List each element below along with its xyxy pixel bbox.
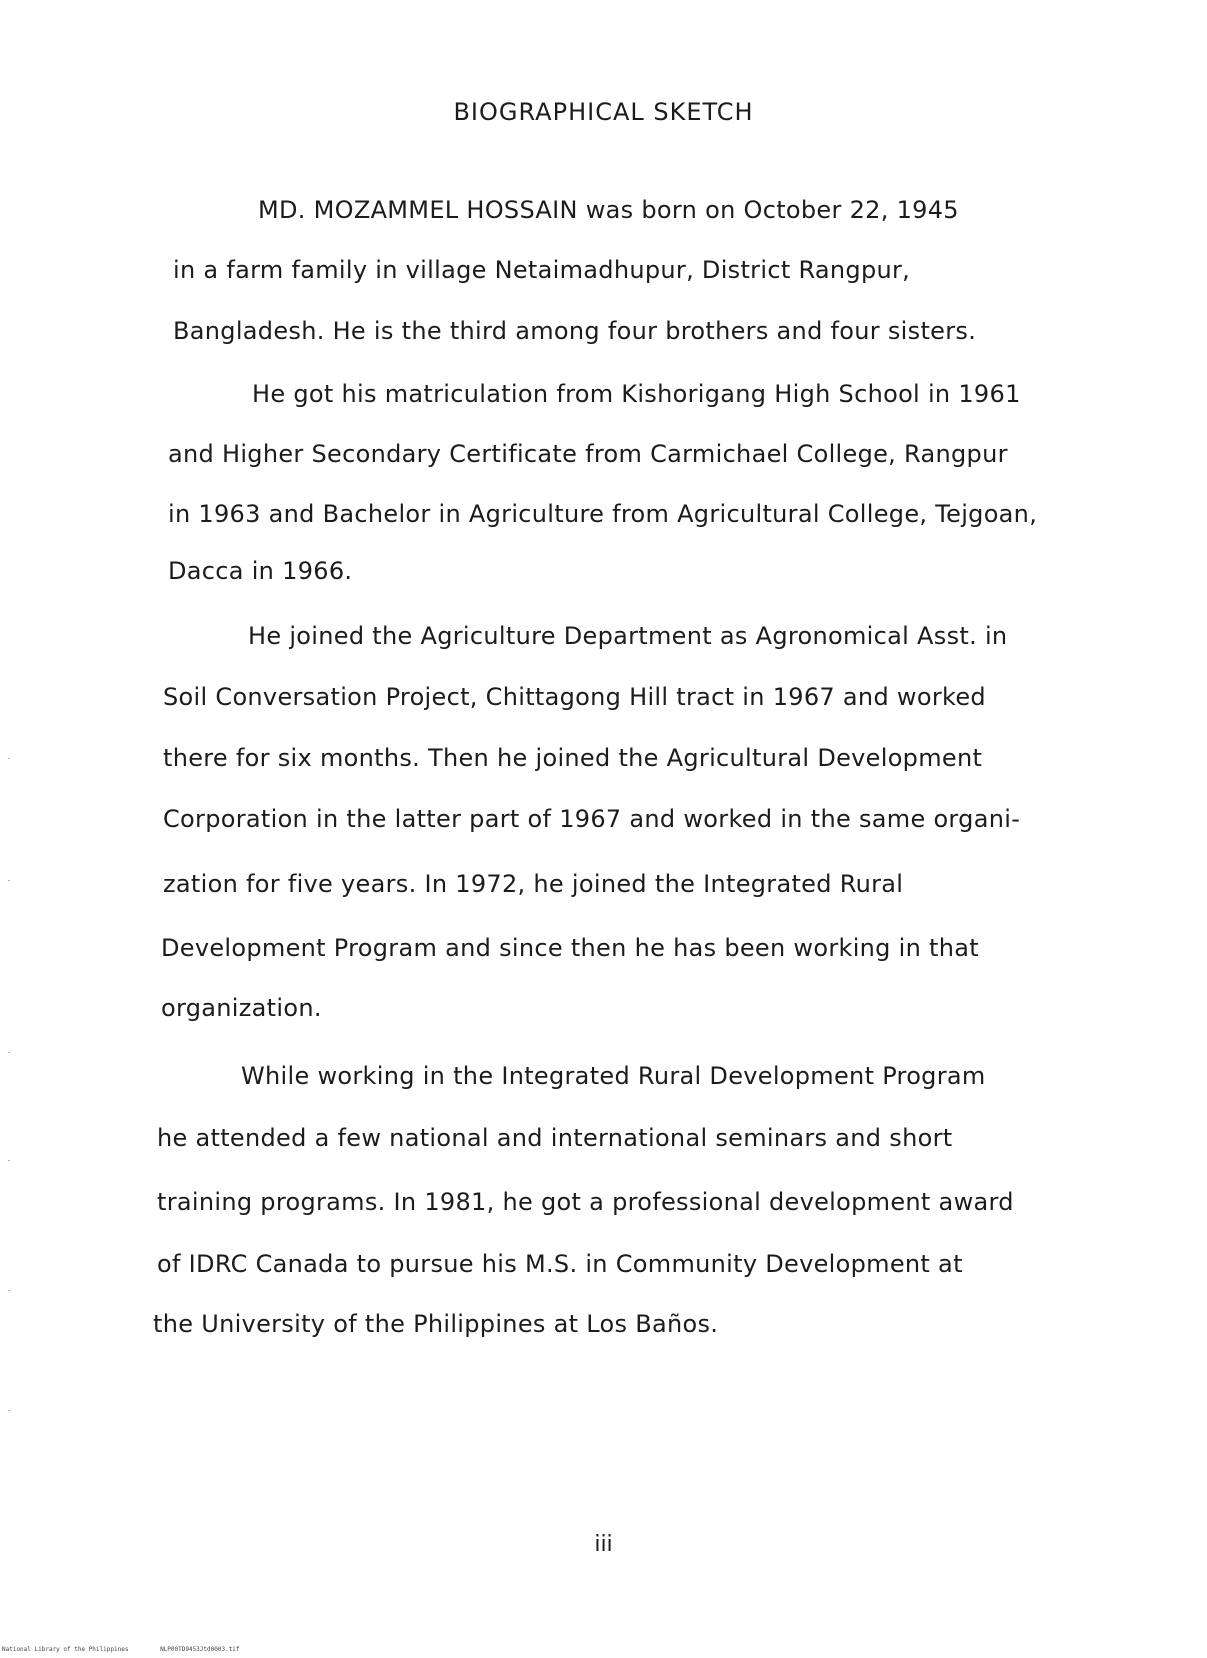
text-line: Bangladesh. He is the third among four brothers and four sisters. — [173, 317, 977, 345]
text-line: the University of the Philippines at Los Baños. — [153, 1310, 719, 1338]
text-line: He joined the Agriculture Department as Agronomical Asst. in — [248, 622, 1008, 650]
text-line: Soil Conversation Project, Chittagong Hill tract in 1967 and worked — [163, 683, 986, 711]
text-line: in 1963 and Bachelor in Agriculture from Agricultural College, Tejgoan, — [168, 500, 1038, 528]
text-line: organization. — [161, 994, 322, 1022]
scan-margin-mark — [8, 1290, 10, 1291]
text-line: there for six months. Then he joined the Agricultural Development — [163, 744, 983, 772]
text-line: he attended a few national and international seminars and short — [157, 1124, 953, 1152]
text-line: zation for five years. In 1972, he joined the Integrated Rural — [163, 870, 904, 898]
text-line: Development Program and since then he has been working in that — [161, 934, 979, 962]
page-title: BIOGRAPHICAL SKETCH — [453, 98, 754, 126]
text-line: training programs. In 1981, he got a professional development award — [157, 1188, 1014, 1216]
text-line: of IDRC Canada to pursue his M.S. in Community Development at — [157, 1250, 963, 1278]
text-line: MD. MOZAMMEL HOSSAIN was born on October 22, 1945 — [258, 196, 959, 224]
scan-margin-mark — [8, 1410, 10, 1411]
text-line: While working in the Integrated Rural Development Program — [241, 1062, 986, 1090]
text-line: in a farm family in village Netaimadhupur, District Rangpur, — [173, 256, 911, 284]
scan-footer — [2, 1646, 268, 1653]
text-line: He got his matriculation from Kishorigang High School in 1961 — [252, 380, 1021, 408]
footer-file-id: NLP00TD9453Jtd0003.tif — [160, 1646, 240, 1653]
scan-margin-mark — [8, 1160, 10, 1161]
scan-margin-mark — [8, 880, 10, 881]
page-number: iii — [594, 1532, 613, 1557]
scan-margin-mark — [8, 758, 10, 759]
text-line: Corporation in the latter part of 1967 and worked in the same organi- — [163, 805, 1021, 833]
scan-margin-mark — [8, 1052, 10, 1053]
text-line: and Higher Secondary Certificate from Carmichael College, Rangpur — [168, 440, 1008, 468]
text-line: Dacca in 1966. — [168, 557, 353, 585]
footer-library: National Library of the Philippines — [2, 1646, 129, 1653]
